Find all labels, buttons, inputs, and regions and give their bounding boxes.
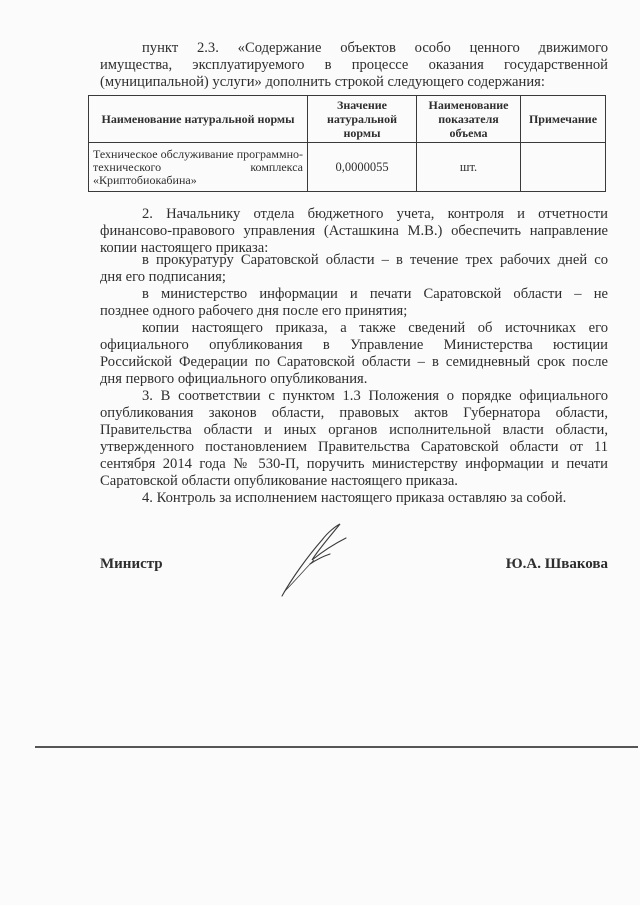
text-line: Российской Федерации по Саратовской области – в семидневный срок после [100, 354, 608, 370]
handwritten-signature [270, 520, 360, 600]
text-line: Саратовской области опубликование настоящего приказа. [100, 473, 458, 489]
text-line: 2. Начальнику отдела бюджетного учета, контроля и отчетности [142, 206, 608, 222]
text-line: утвержденного постановлением Правительства Саратовской области от 11 [100, 439, 608, 455]
item-4-paragraph [100, 490, 608, 507]
table-header-cell: Наименование натуральной нормы [89, 96, 308, 143]
intro-paragraph [100, 40, 608, 91]
text-line: официального опубликования в Управление Министерства юстиции [100, 337, 608, 353]
item-2c-paragraph [100, 320, 608, 388]
text-line: 4. Контроль за исполнением настоящего приказа оставляю за собой. [142, 490, 567, 506]
text-line: Правительства области и иных органов исполнительной власти области, [100, 422, 608, 438]
text-line: в прокуратуру Саратовской области – в течение трех рабочих дней со [142, 252, 608, 268]
item-2b-paragraph [100, 286, 608, 320]
text-line: копии настоящего приказа, а также сведений об источниках его [142, 320, 608, 336]
signer-name: Ю.А. Швакова [505, 556, 608, 572]
table-row [89, 143, 606, 192]
table-cell-value: 0,0000055 [308, 143, 417, 192]
norms-table [88, 95, 606, 192]
table-header-cell: Значение натуральной нормы [308, 96, 417, 143]
text-line: пункт 2.3. «Содержание объектов особо ценного движимого [142, 40, 608, 56]
table-header-row [89, 96, 606, 143]
item-2-paragraph [100, 206, 608, 257]
text-line: копии настоящего приказа: [100, 240, 269, 256]
page-bottom-rule [35, 746, 638, 748]
text-line: 3. В соответствии с пунктом 1.3 Положения о порядке официального [142, 388, 608, 404]
item-2a-paragraph [100, 252, 608, 286]
table-header-cell: Наименование показателя объема [417, 96, 521, 143]
text-line: позднее одного рабочего дня после его принятия; [100, 303, 408, 319]
text-line: в министерство информации и печати Саратовской области – не [142, 286, 608, 302]
text-line: (муниципальной) услуги» дополнить строкой следующего содержания: [100, 74, 545, 90]
item-3-paragraph [100, 388, 608, 490]
table-header-cell: Примечание [521, 96, 606, 143]
text-line: дня первого официального опубликования. [100, 371, 368, 387]
table-cell-name: Техническое обслуживание программно-технического комплекса «Криптобиокабина» [89, 143, 308, 192]
signer-position: Министр [100, 556, 163, 572]
text-line: имущества, эксплуатируемого в процессе оказания государственной [100, 57, 608, 73]
text-line: финансово-правового управления (Асташкина М.В.) обеспечить направление [100, 223, 608, 239]
text-line: дня его подписания; [100, 269, 226, 285]
text-line: сентября 2014 года № 530-П, поручить министерству информации и печати [100, 456, 608, 472]
text-line: опубликования законов области, правовых актов Губернатора области, [100, 405, 608, 421]
table-cell-note [521, 143, 606, 192]
table-cell-unit: шт. [417, 143, 521, 192]
